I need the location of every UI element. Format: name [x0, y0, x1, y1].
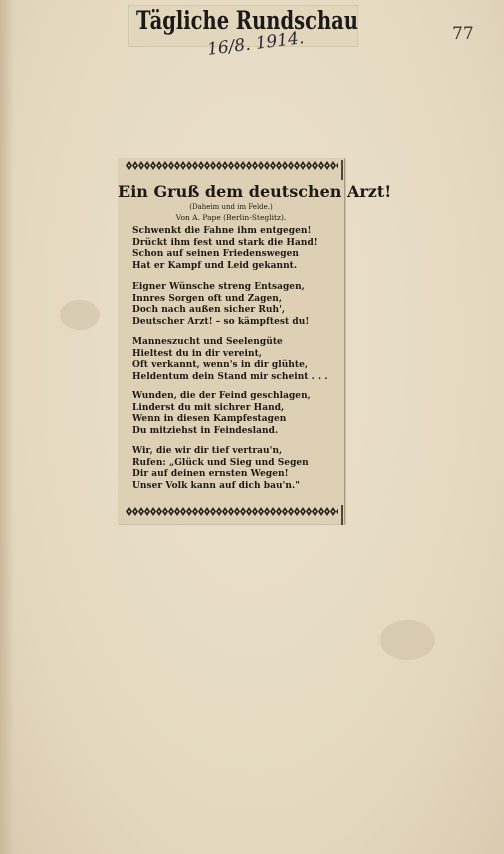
clipping-edge-mark	[341, 160, 343, 180]
paper-stain	[60, 300, 100, 330]
poem-line: Schwenkt die Fahne ihm entgegen!	[132, 226, 312, 236]
poem-line: Hieltest du in dir vereint,	[132, 348, 262, 359]
poem-line: Wir, die wir dir tief vertrau'n,	[132, 446, 283, 456]
poem-line: Deutscher Arzt! – so kämpftest du!	[132, 316, 310, 327]
poem-title: Ein Gruß dem deutschen Arzt!	[118, 182, 392, 201]
poem-line: Schon auf seinen Friedenswegen	[132, 249, 300, 259]
poem-line: Eigner Wünsche streng Entsagen,	[132, 282, 305, 292]
page-number: 77	[452, 24, 474, 44]
ornamental-border-top	[126, 161, 338, 170]
poem-byline: Von A. Pape (Berlin-Steglitz).	[175, 213, 287, 222]
page-edge-shadow	[0, 0, 14, 854]
poem-line: Unser Volk kann auf dich bau'n."	[132, 480, 300, 491]
stanza-5	[132, 446, 342, 492]
clipping-edge-mark	[341, 505, 343, 525]
ornamental-border-bottom	[126, 507, 338, 516]
stanza-1	[132, 226, 342, 272]
poem-line: Doch nach außen sicher Ruh',	[132, 305, 286, 315]
newspaper-masthead: Tägliche Rundschau	[136, 6, 358, 35]
poem-clipping	[118, 158, 392, 524]
poem-line: Heldentum dein Stand mir scheint . . .	[132, 371, 328, 382]
poem-line: Linderst du mit sichrer Hand,	[132, 402, 285, 413]
stanza-3	[132, 337, 342, 383]
paper-stain	[380, 620, 435, 660]
poem-line: Manneszucht und Seelengüte	[132, 337, 283, 347]
poem-line: Wunden, die der Feind geschlagen,	[132, 391, 311, 401]
poem-line: Wenn in diesen Kampfestagen	[132, 414, 287, 424]
poem-line: Dir auf deinen ernsten Wegen!	[132, 469, 289, 479]
poem-line: Rufen: „Glück und Sieg und Segen	[132, 457, 309, 468]
poem-subtitle: (Daheim und im Felde.)	[189, 203, 273, 211]
handwritten-date: 16/8. 1914.	[206, 28, 306, 60]
poem-line: Innres Sorgen oft und Zagen,	[132, 293, 283, 304]
poem-line: Du mitziehst in Feindesland.	[132, 425, 279, 436]
poem-line: Hat er Kampf und Leid gekannt.	[132, 260, 298, 271]
stanza-2	[132, 282, 342, 328]
poem-line: Oft verkannt, wenn's in dir glühte,	[132, 360, 309, 370]
stanza-4	[132, 391, 342, 437]
poem-line: Drückt ihm fest und stark die Hand!	[132, 237, 318, 248]
